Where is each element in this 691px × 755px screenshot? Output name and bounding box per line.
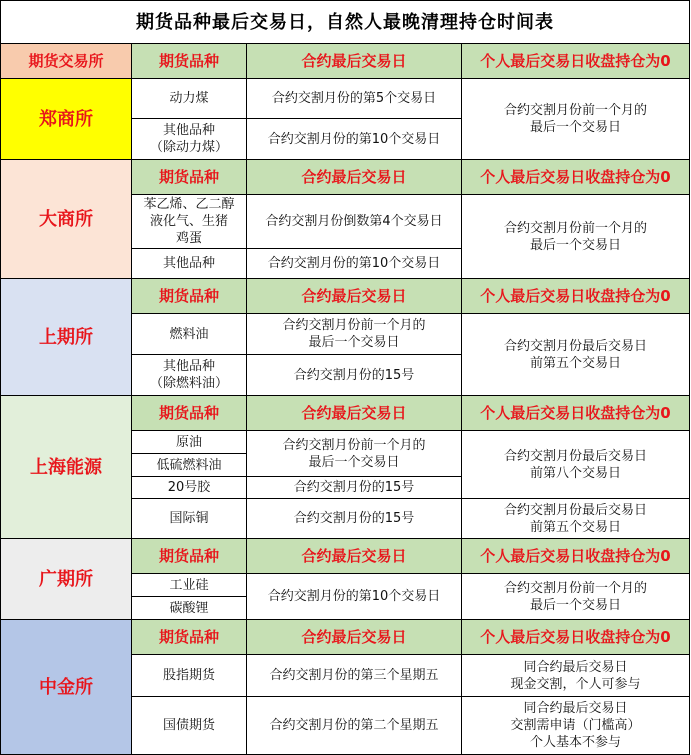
last-day-cell: 合约交割月份的第10个交易日 [247, 574, 462, 620]
header-last-day: 合约最后交易日 [247, 160, 462, 195]
header-row [1, 160, 690, 195]
variety-cell: 动力煤 [132, 79, 247, 119]
last-day-cell: 合约交割月份前一个月的 最后一个交易日 [247, 314, 462, 355]
header-personal: 个人最后交易日收盘持仓为0 [462, 44, 690, 79]
personal-cell: 合约交割月份最后交易日 前第八个交易日 [462, 431, 690, 499]
header-variety: 期货品种 [132, 539, 247, 574]
exchange-gfex: 广期所 [1, 539, 132, 620]
personal-cell: 同合约最后交易日 现金交割，个人可参与 [462, 655, 690, 697]
header-row [1, 539, 690, 574]
variety-cell: 苯乙烯、乙二醇 液化气、生猪 鸡蛋 [132, 195, 247, 249]
personal-cell: 合约交割月份最后交易日 前第五个交易日 [462, 499, 690, 539]
header-row [1, 279, 690, 314]
last-day-cell: 合约交割月份的15号 [247, 355, 462, 396]
personal-cell: 合约交割月份前一个月的 最后一个交易日 [462, 79, 690, 160]
header-variety: 期货品种 [132, 160, 247, 195]
header-personal: 个人最后交易日收盘持仓为0 [462, 160, 690, 195]
header-personal: 个人最后交易日收盘持仓为0 [462, 396, 690, 431]
variety-cell: 碳酸锂 [132, 597, 247, 620]
exchange-cffex: 中金所 [1, 620, 132, 755]
header-last-day: 合约最后交易日 [247, 396, 462, 431]
header-last-day: 合约最后交易日 [247, 44, 462, 79]
header-variety: 期货品种 [132, 44, 247, 79]
variety-cell: 国债期货 [132, 697, 247, 755]
header-last-day: 合约最后交易日 [247, 279, 462, 314]
header-personal: 个人最后交易日收盘持仓为0 [462, 279, 690, 314]
last-day-cell: 合约交割月份的15号 [247, 477, 462, 499]
variety-cell: 国际铜 [132, 499, 247, 539]
variety-cell: 其他品种 [132, 249, 247, 279]
variety-cell: 20号胶 [132, 477, 247, 499]
last-day-cell: 合约交割月份前一个月的 最后一个交易日 [247, 431, 462, 477]
personal-cell: 合约交割月份最后交易日 前第五个交易日 [462, 314, 690, 396]
header-variety: 期货品种 [132, 279, 247, 314]
table-title: 期货品种最后交易日，自然人最晚清理持仓时间表 [1, 1, 690, 44]
exchange-ine: 上海能源 [1, 396, 132, 539]
personal-cell: 同合约最后交易日 交割需申请（门槛高） 个人基本不参与 [462, 697, 690, 755]
last-day-cell: 合约交割月份的15号 [247, 499, 462, 539]
last-day-cell: 合约交割月份的第5个交易日 [247, 79, 462, 119]
variety-cell: 股指期货 [132, 655, 247, 697]
last-day-cell: 合约交割月份倒数第4个交易日 [247, 195, 462, 249]
exchange-zce: 郑商所 [1, 79, 132, 160]
header-personal: 个人最后交易日收盘持仓为0 [462, 620, 690, 655]
variety-cell: 工业硅 [132, 574, 247, 597]
last-day-cell: 合约交割月份的第二个星期五 [247, 697, 462, 755]
header-variety: 期货品种 [132, 396, 247, 431]
header-last-day: 合约最后交易日 [247, 539, 462, 574]
variety-cell: 原油 [132, 431, 247, 454]
variety-cell: 其他品种 （除动力煤） [132, 119, 247, 160]
last-day-cell: 合约交割月份的第10个交易日 [247, 119, 462, 160]
last-day-cell: 合约交割月份的第10个交易日 [247, 249, 462, 279]
header-row [1, 620, 690, 655]
exchange-dce: 大商所 [1, 160, 132, 279]
header-row [1, 396, 690, 431]
exchange-shfe: 上期所 [1, 279, 132, 396]
header-personal: 个人最后交易日收盘持仓为0 [462, 539, 690, 574]
variety-cell: 低硫燃料油 [132, 454, 247, 477]
table-row [1, 79, 690, 119]
header-variety: 期货品种 [132, 620, 247, 655]
header-exchange: 期货交易所 [1, 44, 132, 79]
personal-cell: 合约交割月份前一个月的 最后一个交易日 [462, 195, 690, 279]
header-row [1, 44, 690, 79]
header-last-day: 合约最后交易日 [247, 620, 462, 655]
last-day-cell: 合约交割月份的第三个星期五 [247, 655, 462, 697]
variety-cell: 燃料油 [132, 314, 247, 355]
personal-cell: 合约交割月份前一个月的 最后一个交易日 [462, 574, 690, 620]
variety-cell: 其他品种 （除燃料油） [132, 355, 247, 396]
